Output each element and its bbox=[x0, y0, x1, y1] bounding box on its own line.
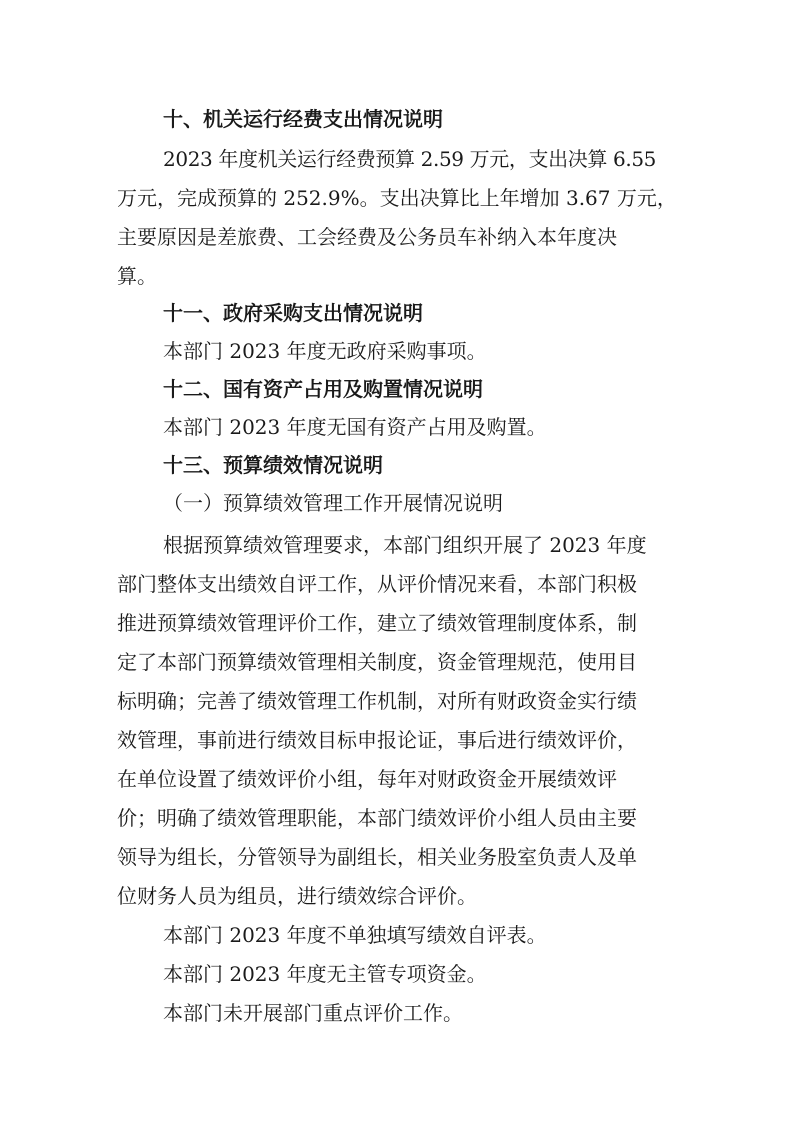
section-10-line-4: 算。 bbox=[117, 264, 157, 288]
section-12-heading: 十二、国有资产占用及购置情况说明 bbox=[163, 377, 483, 401]
section-13-line-5: 标明确；完善了绩效管理工作机制，对所有财政资金实行绩 bbox=[117, 689, 637, 713]
section-13-line-6: 效管理，事前进行绩效目标申报论证，事后进行绩效评价， bbox=[117, 728, 637, 752]
section-11-text: 本部门 2023 年度无政府采购事项。 bbox=[163, 339, 487, 363]
section-13-line-8: 价；明确了绩效管理职能，本部门绩效评价小组人员由主要 bbox=[117, 806, 637, 830]
section-10-line-2: 万元，完成预算的 252.9%。支出决算比上年增加 3.67 万元， bbox=[117, 186, 677, 210]
section-13-line-3: 推进预算绩效管理评价工作，建立了绩效管理制度体系，制 bbox=[117, 611, 637, 635]
section-10-line-3: 主要原因是差旅费、工会经费及公务员车补纳入本年度决 bbox=[117, 225, 617, 249]
section-11-heading: 十一、政府采购支出情况说明 bbox=[163, 301, 423, 325]
section-12-text: 本部门 2023 年度无国有资产占用及购置。 bbox=[163, 415, 547, 439]
section-13-line-9: 领导为组长，分管领导为副组长，相关业务股室负责人及单 bbox=[117, 845, 637, 869]
section-10-line-1: 2023 年度机关运行经费预算 2.59 万元，支出决算 6.55 bbox=[163, 147, 657, 171]
section-13-note-2: 本部门 2023 年度无主管专项资金。 bbox=[163, 962, 487, 986]
section-13-note-1: 本部门 2023 年度不单独填写绩效自评表。 bbox=[163, 923, 547, 947]
section-10-heading: 十、机关运行经费支出情况说明 bbox=[163, 107, 443, 131]
section-13-note-3: 本部门未开展部门重点评价工作。 bbox=[163, 1001, 463, 1025]
section-13-line-10: 位财务人员为组员，进行绩效综合评价。 bbox=[117, 884, 477, 908]
section-13-line-7: 在单位设置了绩效评价小组，每年对财政资金开展绩效评 bbox=[117, 767, 617, 791]
section-13-line-1: 根据预算绩效管理要求，本部门组织开展了 2023 年度 bbox=[163, 533, 647, 557]
section-13-line-4: 定了本部门预算绩效管理相关制度，资金管理规范，使用目 bbox=[117, 650, 637, 674]
section-13-subheading: （一）预算绩效管理工作开展情况说明 bbox=[163, 491, 503, 515]
section-13-heading: 十三、预算绩效情况说明 bbox=[163, 453, 383, 477]
section-13-line-2: 部门整体支出绩效自评工作，从评价情况来看，本部门积极 bbox=[117, 572, 637, 596]
